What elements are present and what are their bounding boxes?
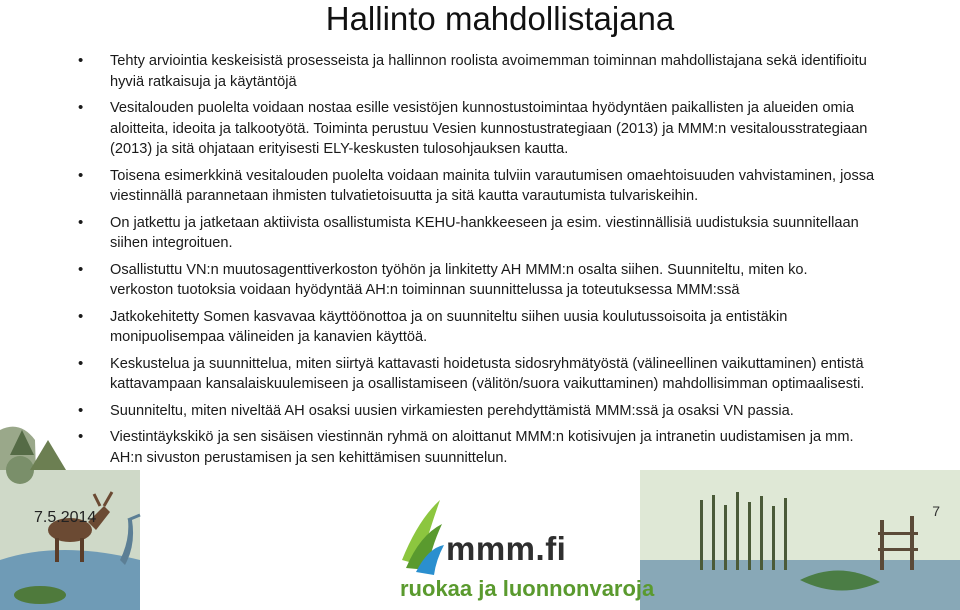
list-item: • Keskustelua ja suunnittelua, miten siirtyä kattavasti hoidetusta sidosryhmätyöstä (välineellinen vaikuttaminen) entistä kattavampaan kansalaiskuulemiseen ja osallistamiseen (välitön/suora vaikuttaminen) mahdollisimman optimaalisesti.	[78, 354, 878, 395]
list-item: • Toisena esimerkkinä vesitalouden puolelta voidaan mainita tulviin varautumisen omaehtoisuuden vahvistaminen, jossa viestinnällä parannetaan ihmisten tulvatietoisuutta ja sitä kautta varautumista tulvariskeihin.	[78, 166, 878, 207]
list-item: verkoston tuotoksia voidaan hyödyntää AH:n toiminnan suunnittelussa ja toteutuksessa MMM:ssä	[110, 282, 740, 298]
mmm-logo-mark	[402, 500, 444, 575]
list-item: • Jatkokehitetty Somen kasvavaa käyttöönottoa ja on suunniteltu siihen uusia koulutussoisoita ja entistäkin monipuolisempaa välineiden ja kanavien käyttöä.	[78, 307, 878, 348]
date-label: 7.5.2014	[34, 509, 97, 526]
list-item: • Tehty arviointia keskeisistä prosesseista ja hallinnon roolista avoimemman toiminnan mahdollistajana sekä identifioitu hyviä ratkaisuja ja käytäntöjä	[78, 51, 878, 92]
list-item: • Vesitalouden puolelta voidaan nostaa esille vesistöjen kunnostustoimintaa hyödyntäen paikallisten ja alueiden omia aloitteita, ideoita ja talkootyötä. Toiminta perustuu Vesien kunnostustrategiaan (2013) ja MMM:n vesitalousstrategiaan (2013) ja sitä ohjataan erityisesti ELY-keskusten tulosohjauksen kautta.	[78, 98, 878, 160]
page-title: Hallinto mahdollistajana	[325, 0, 675, 37]
right-illustration	[640, 470, 960, 610]
list-item: • Suunniteltu, miten niveltää AH osaksi uusien virkamiesten perehdyttämistä MMM:ssä ja osaksi VN passia.	[78, 401, 878, 422]
page-number: 7	[932, 503, 940, 519]
tagline: ruokaa ja luonnonvaroja	[400, 576, 655, 601]
list-item: • On jatkettu ja jatketaan aktiivista osallistumista KEHU-hankkeeseen ja esim. viestinnällisiä uudistuksia suunnitellaan siihen integroituen.	[78, 213, 878, 254]
list-item: • Viestintäykskikö ja sen sisäisen viestinnän ryhmä on aloittanut MMM:n kotisivujen ja intranetin uudistamisen ja mm. AH:n sivuston perustamisen ja sen kehittämisen suunnittelun.	[78, 427, 878, 468]
list-item: • Osallistuttu VN:n muutosagenttiverkoston työhön ja linkitetty AH MMM:n osalta siihen. Suunniteltu, miten ko.	[78, 260, 878, 281]
logo-text: mmm.fi	[446, 530, 567, 567]
